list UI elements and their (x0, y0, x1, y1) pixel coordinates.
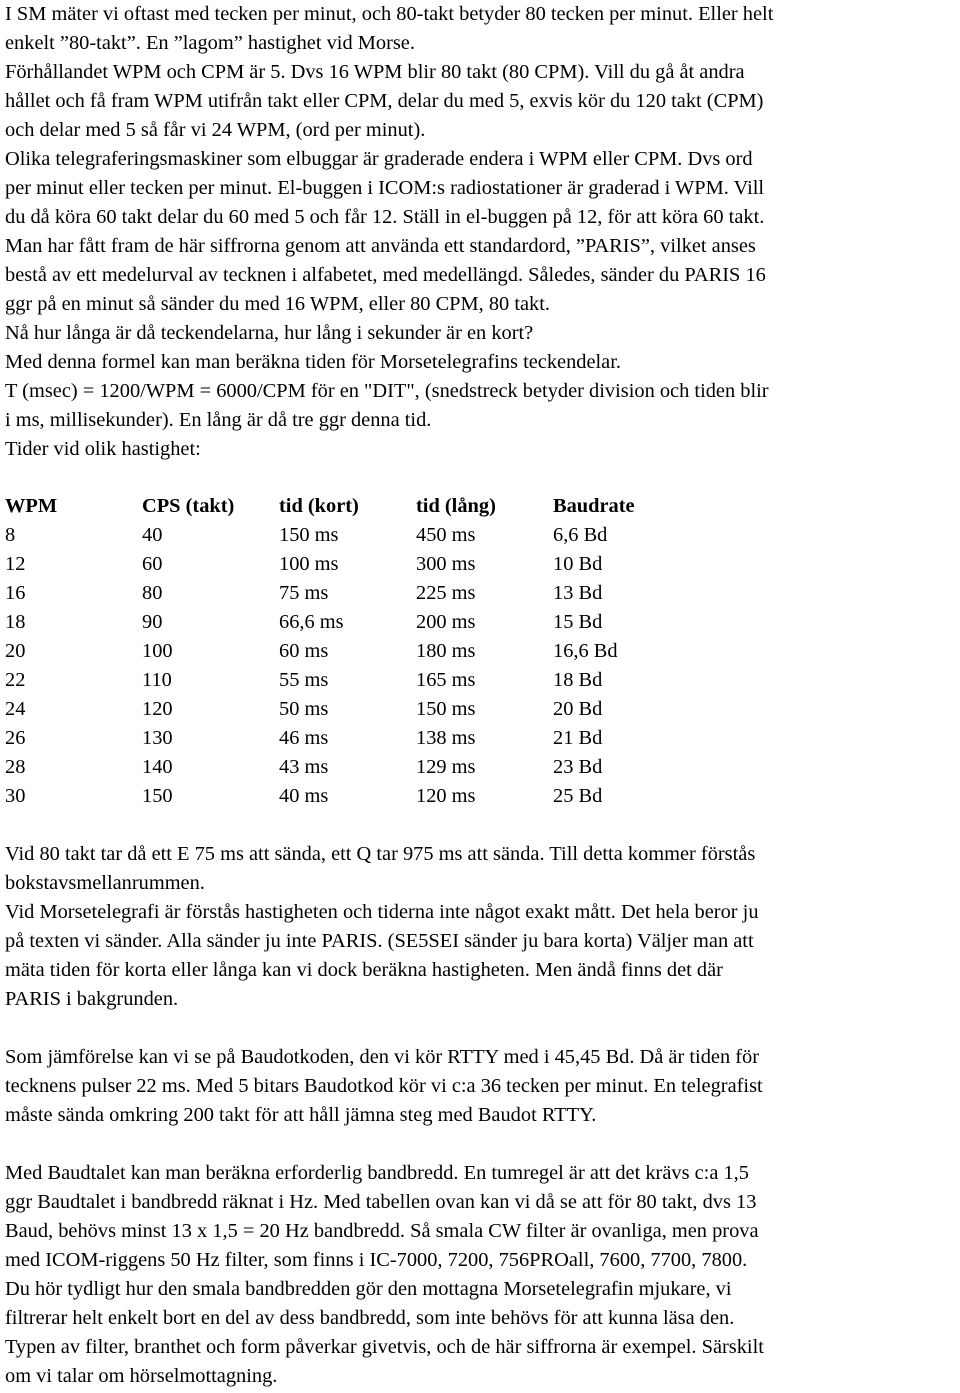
text-line: Som jämförelse kan vi se på Baudotkoden, den vi kör RTTY med i 45,45 Bd. Då är tiden för (5, 1046, 760, 1068)
table-row (5, 521, 955, 550)
table-cell: 60 (142, 553, 163, 575)
table-cell: 138 ms (416, 727, 476, 749)
text-line: tecknens pulser 22 ms. Med 5 bitars Baudotkod kör vi c:a 36 tecken per minut. En telegrafist (5, 1075, 763, 1097)
text-line: Du hör tydligt hur den smala bandbredden gör den mottagna Morsetelegrafin mjukare, vi (5, 1278, 732, 1300)
table-row (5, 550, 955, 579)
table-row (5, 782, 955, 811)
table-cell: 40 ms (279, 785, 329, 807)
table-cell: 8 (5, 524, 16, 546)
text-line: Baud, behövs minst 13 x 1,5 = 20 Hz bandbredd. Så smala CW filter är ovanliga, men prova (5, 1220, 759, 1242)
table-header-cell: Baudrate (553, 495, 635, 517)
table-cell: 120 (142, 698, 173, 720)
text-line: Olika telegraferingsmaskiner som elbuggar är graderade endera i WPM eller CPM. Dvs ord (5, 148, 753, 170)
table-cell: 40 (142, 524, 163, 546)
text-line: hållet och få fram WPM utifrån takt eller CPM, delar du med 5, exvis kör du 120 takt (CPM) (5, 90, 764, 112)
text-line: Vid 80 takt tar då ett E 75 ms att sända, ett Q tar 975 ms att sända. Till detta kommer förstås (5, 843, 756, 865)
table-cell: 30 (5, 785, 26, 807)
table-cell: 80 (142, 582, 163, 604)
text-line: I SM mäter vi oftast med tecken per minut, och 80-takt betyder 80 tecken per minut. Eller helt (5, 3, 774, 25)
table-cell: 110 (142, 669, 172, 691)
table-cell: 46 ms (279, 727, 329, 749)
table-cell: 18 (5, 611, 26, 633)
text-line: Med denna formel kan man beräkna tiden för Morsetelegrafins teckendelar. (5, 351, 621, 373)
text-line: och delar med 5 så får vi 24 WPM, (ord per minut). (5, 119, 426, 141)
text-line: bokstavsmellanrummen. (5, 872, 205, 894)
table-cell: 15 Bd (553, 611, 603, 633)
text-line: mäta tiden för korta eller långa kan vi dock beräkna hastigheten. Men ändå finns det där (5, 959, 723, 981)
table-cell: 165 ms (416, 669, 476, 691)
table-cell: 225 ms (416, 582, 476, 604)
table-cell: 120 ms (416, 785, 476, 807)
table-row (5, 695, 955, 724)
text-line: ggr på en minut så sänder du med 16 WPM, eller 80 CPM, 80 takt. (5, 293, 551, 315)
table-header-cell: WPM (5, 495, 58, 517)
table-cell: 18 Bd (553, 669, 603, 691)
table-cell: 43 ms (279, 756, 329, 778)
table-cell: 25 Bd (553, 785, 603, 807)
table-row (5, 637, 955, 666)
table-cell: 22 (5, 669, 26, 691)
text-line: i ms, millisekunder). En lång är då tre ggr denna tid. (5, 409, 432, 431)
text-line: Tider vid olik hastighet: (5, 438, 201, 460)
table-cell: 150 (142, 785, 173, 807)
table-cell: 150 ms (416, 698, 476, 720)
table-row (5, 666, 955, 695)
table-cell: 12 (5, 553, 26, 575)
table-cell: 90 (142, 611, 163, 633)
table-cell: 24 (5, 698, 26, 720)
table-cell: 200 ms (416, 611, 476, 633)
table-header-cell: tid (kort) (279, 495, 359, 517)
text-line: Man har fått fram de här siffrorna genom att använda ett standardord, ”PARIS”, vilket anses (5, 235, 756, 257)
text-line: PARIS i bakgrunden. (5, 988, 179, 1010)
text-line: Typen av filter, branthet och form påverkar givetvis, och de här siffrorna är exempel. Särskilt (5, 1336, 764, 1358)
text-line: med ICOM-riggens 50 Hz filter, som finns i IC-7000, 7200, 756PROall, 7600, 7700, 7800. (5, 1249, 748, 1271)
text-line: bestå av ett medelurval av tecknen i alfabetet, med medellängd. Således, sänder du PARIS 16 (5, 264, 766, 286)
table-cell: 55 ms (279, 669, 329, 691)
table-cell: 300 ms (416, 553, 476, 575)
table-cell: 60 ms (279, 640, 329, 662)
table-row (5, 608, 955, 637)
table-cell: 13 Bd (553, 582, 603, 604)
table-cell: 140 (142, 756, 173, 778)
table-cell: 100 (142, 640, 173, 662)
table-cell: 20 (5, 640, 26, 662)
table-cell: 66,6 ms (279, 611, 344, 633)
table-header-cell: CPS (takt) (142, 495, 235, 517)
text-line: du då köra 60 takt delar du 60 med 5 och får 12. Ställ in el-buggen på 12, för att köra 60 takt. (5, 206, 765, 228)
table-cell: 10 Bd (553, 553, 603, 575)
table-cell: 20 Bd (553, 698, 603, 720)
text-line: om vi talar om hörselmottagning. (5, 1365, 278, 1387)
table-cell: 150 ms (279, 524, 339, 546)
table-cell: 50 ms (279, 698, 329, 720)
table-cell: 130 (142, 727, 173, 749)
table-cell: 180 ms (416, 640, 476, 662)
text-line: T (msec) = 1200/WPM = 6000/CPM för en "DIT", (snedstreck betyder division och tiden blir (5, 380, 769, 402)
table-row (5, 753, 955, 782)
text-line: Förhållandet WPM och CPM är 5. Dvs 16 WPM blir 80 takt (80 CPM). Vill du gå åt andra (5, 61, 745, 83)
table-row (5, 579, 955, 608)
table-cell: 26 (5, 727, 26, 749)
table-cell: 21 Bd (553, 727, 603, 749)
table-cell: 16 (5, 582, 26, 604)
table-cell: 450 ms (416, 524, 476, 546)
text-line: måste sända omkring 200 takt för att håll jämna steg med Baudot RTTY. (5, 1104, 597, 1126)
text-line: Med Baudtalet kan man beräkna erforderlig bandbredd. En tumregel är att det krävs c:a 1,5 (5, 1162, 749, 1184)
table-row (5, 724, 955, 753)
table-header-row (5, 492, 955, 521)
text-line: per minut eller tecken per minut. El-buggen i ICOM:s radiostationer är graderad i WPM. Vill (5, 177, 765, 199)
text-line: enkelt ”80-takt”. En ”lagom” hastighet vid Morse. (5, 32, 415, 54)
table-cell: 75 ms (279, 582, 329, 604)
table-cell: 16,6 Bd (553, 640, 618, 662)
text-line: ggr Baudtalet i bandbredd räknat i Hz. Med tabellen ovan kan vi då se att för 80 takt, dvs 13 (5, 1191, 757, 1213)
text-line: på texten vi sänder. Alla sänder ju inte PARIS. (SE5SEI sänder ju bara korta) Väljer man att (5, 930, 754, 952)
table-cell: 100 ms (279, 553, 339, 575)
table-cell: 23 Bd (553, 756, 603, 778)
table-cell: 28 (5, 756, 26, 778)
table-cell: 129 ms (416, 756, 476, 778)
table-header-cell: tid (lång) (416, 495, 496, 517)
table-cell: 6,6 Bd (553, 524, 608, 546)
text-line: Nå hur långa är då teckendelarna, hur lång i sekunder är en kort? (5, 322, 534, 344)
text-line: Vid Morsetelegrafi är förstås hastigheten och tiderna inte något exakt mått. Det hela beror ju (5, 901, 759, 923)
text-line: filtrerar helt enkelt bort en del av dess bandbredd, som inte behövs för att kunna läsa den. (5, 1307, 735, 1329)
